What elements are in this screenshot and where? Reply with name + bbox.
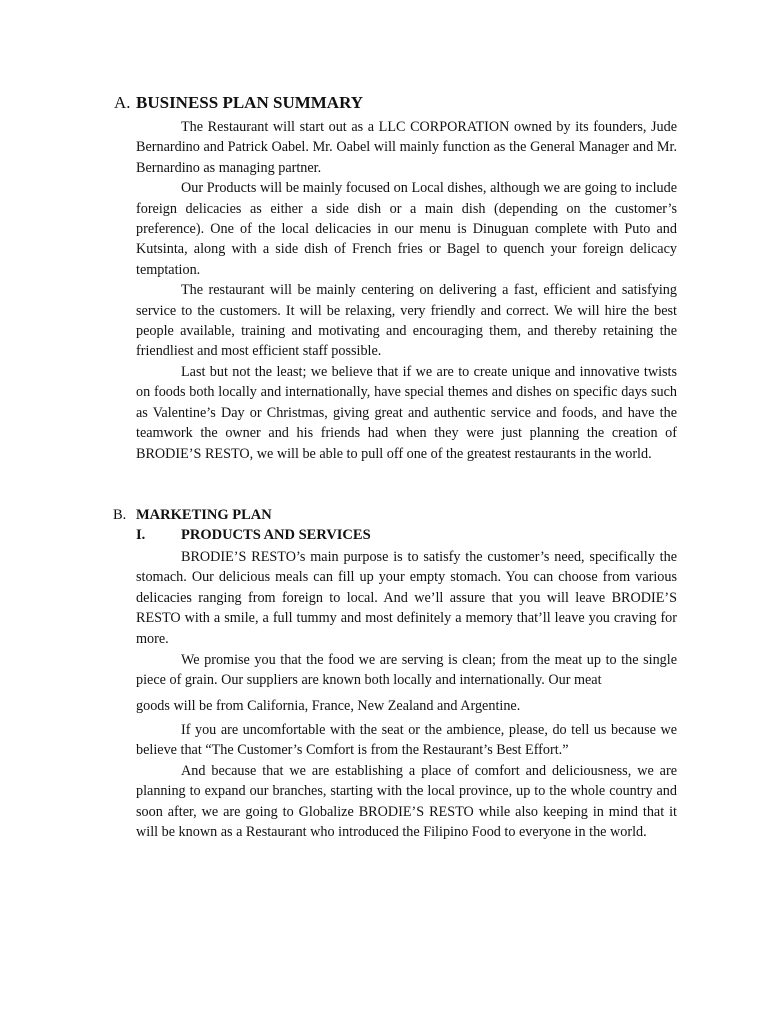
section-a-paragraph: The restaurant will be mainly centering on delivering a fast, efficient and satisfying service to the customers. It will be relaxing, very friendly and correct. We will hire the best people available, training and motivating and encouraging them, and thereby retaining the friendliest and most efficient staff possible. (136, 282, 677, 360)
section-a-paragraph: The Restaurant will start out as a LLC CORPORATION owned by its founders, Jude Bernardino and Patrick Oabel. Mr. Oabel will mainly function as the General Manager and Mr. Bernardino as managing partner. (136, 119, 677, 176)
subsection-paragraph: We promise you that the food we are serving is clean; from the meat up to the single piece of grain. Our suppliers are known both locally and internationally. Our meat (136, 652, 677, 689)
subsection-paragraph: And because that we are establishing a place of comfort and deliciousness, we are planning to expand our branches, starting with the local province, up to the whole country and soon after, we are going to Globalize BRODIE’S RESTO while also keeping in mind that it will be known as a Restaurant who introduced the Filipino Food to everyone in the world. (136, 762, 677, 841)
subsection-paragraph: If you are uncomfortable with the seat or the ambience, please, do tell us because we believe that “The Customer’s Comfort is from the Restaurant’s Best Effort.” (136, 722, 677, 759)
subsection-body-part-1 (136, 547, 677, 649)
section-a-body (136, 117, 677, 464)
section-b-heading: MARKETING PLAN (136, 507, 272, 523)
section-a-paragraph: Our Products will be mainly focused on Local dishes, although we are going to include foreign delicacies as either a side dish or a main dish (depending on the customer’s preference). One of the local delicacies in our menu is Dinuguan complete with Puto and Kutsinta, along with a side dish of French fries or Bagel to quench your foreign delicacy temptation. (136, 180, 677, 278)
subsection-paragraph-continuation: goods will be from California, France, New Zealand and Argentine. (136, 697, 521, 714)
subsection-body-part-3 (136, 720, 677, 842)
section-a-paragraph: Last but not the least; we believe that if we are to create unique and innovative twists on foods both locally and internationally, have special themes and dishes on specific days such as Valentine’s Day or Christmas, giving great and authentic service and foods, and have the teamwork the owner and his friends had when they were just planning the creation of BRODIE’S RESTO, we will be able to pull off one of the greatest restaurants in the world. (136, 363, 677, 462)
subsection-number: I. (136, 527, 146, 543)
subsection-body-part-2 (136, 650, 677, 716)
section-a-letter: A. (114, 93, 131, 112)
section-a-heading: BUSINESS PLAN SUMMARY (136, 93, 364, 112)
section-b-letter: B. (113, 507, 127, 523)
subsection-heading: PRODUCTS AND SERVICES (181, 527, 371, 543)
subsection-paragraph: BRODIE’S RESTO’s main purpose is to satisfy the customer’s need, specifically the stomach. Our delicious meals can fill up your empty stomach. You can choose from various delicacies ranging from foreign to local. And we’ll assure that you will leave BRODIE’S RESTO with a smile, a full tummy and most definitely a memory that’ll leave you craving for more. (136, 549, 677, 647)
